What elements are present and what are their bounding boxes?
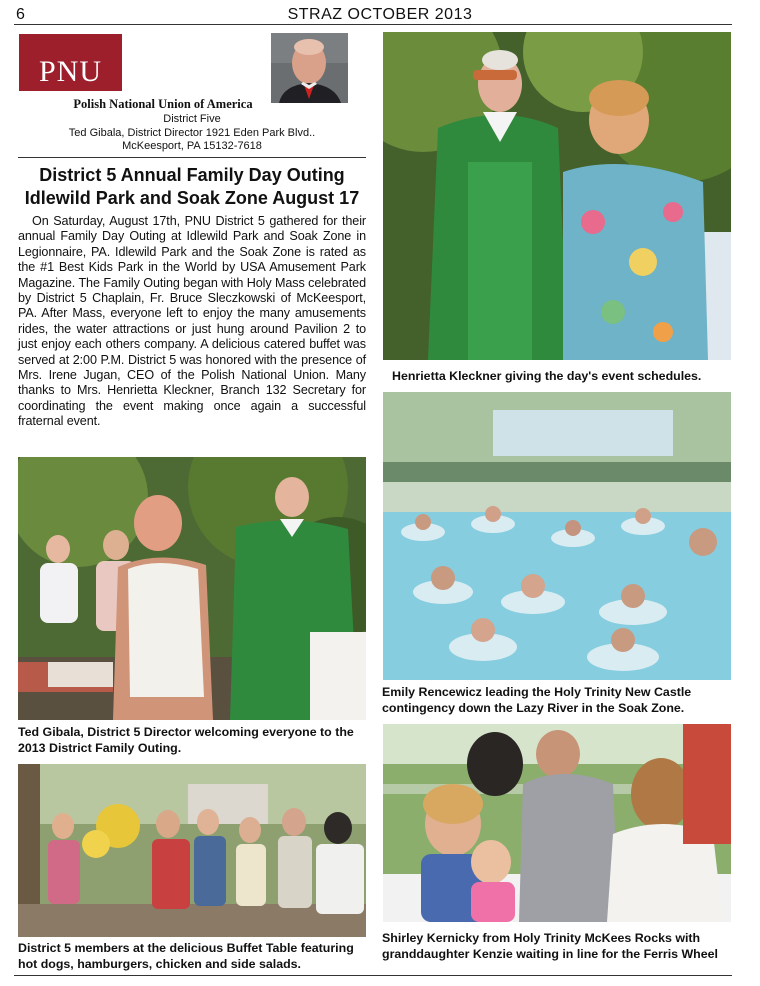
city-line: McKeesport, PA 15132-7618 [122, 140, 262, 152]
org-name: Polish National Union of America [73, 97, 253, 111]
photo-ferris-wheel [383, 724, 731, 922]
photo-henrietta [383, 32, 731, 360]
headline-line-1: District 5 Annual Family Day Outing [39, 165, 345, 185]
photo-ted-welcome [18, 457, 366, 720]
headline-line-2: Idlewild Park and Soak Zone August 17 [24, 188, 360, 208]
director-portrait [271, 33, 348, 103]
caption-ted-welcome: Ted Gibala, District 5 Director welcoming everyone to the 2013 District Family Outing. [18, 725, 354, 755]
masthead-title: STRAZ OCTOBER 2013 [287, 6, 473, 23]
district-address [18, 113, 366, 154]
caption-henrietta: Henrietta Kleckner giving the day's event schedules. [392, 369, 702, 383]
caption-ferris-wheel: Shirley Kernicky from Holy Trinity McKees Rocks with granddaughter Kenzie waiting in line for the Ferris Wheel [382, 931, 718, 961]
director-line: Ted Gibala, District Director 1921 Eden Park Blvd.. [68, 126, 316, 139]
photo-lazy-river [383, 392, 731, 680]
article-headline [18, 164, 366, 210]
page-number: 6 [16, 6, 25, 23]
photo-buffet [18, 764, 366, 937]
article-body: On Saturday, August 17th, PNU District 5 gathered for their annual Family Day Outing at Idlewild Park and Soak Zone in Legionnaire, PA. Idlewild Park and the Soak Zone is rated as the #1 Best Kids Park in the World by USA Amusement Park Magazine. The Family Outing began with Holy Mass celebrated by District 5 Chaplain, Fr. Bruce Sleczkowski of McKeesport, PA. After Mass, everyone left to enjoy the many amusements rides, the water attractions or just hung around Pavilion 2 to just enjoy each others company. A delicious catered buffet was served at 2:00 P.M. District 5 was honored with the presence of Mrs. Irene Jugan, CEO of the Polish National Union. Many thanks to Mrs. Henrietta Kleckner, Branch 132 Secretary for coordinating the event making once again a successful fraternal event. [18, 214, 366, 429]
footer-rule [14, 975, 732, 976]
pnu-logo: PNU [19, 34, 122, 91]
header-rule [18, 157, 366, 158]
masthead-rule [14, 24, 732, 25]
caption-buffet: District 5 members at the delicious Buffet Table featuring hot dogs, hamburgers, chicken and side salads. [18, 941, 354, 971]
caption-lazy-river: Emily Rencewicz leading the Holy Trinity New Castle contingency down the Lazy River in the Soak Zone. [382, 685, 692, 715]
district-line: District Five [163, 113, 221, 125]
